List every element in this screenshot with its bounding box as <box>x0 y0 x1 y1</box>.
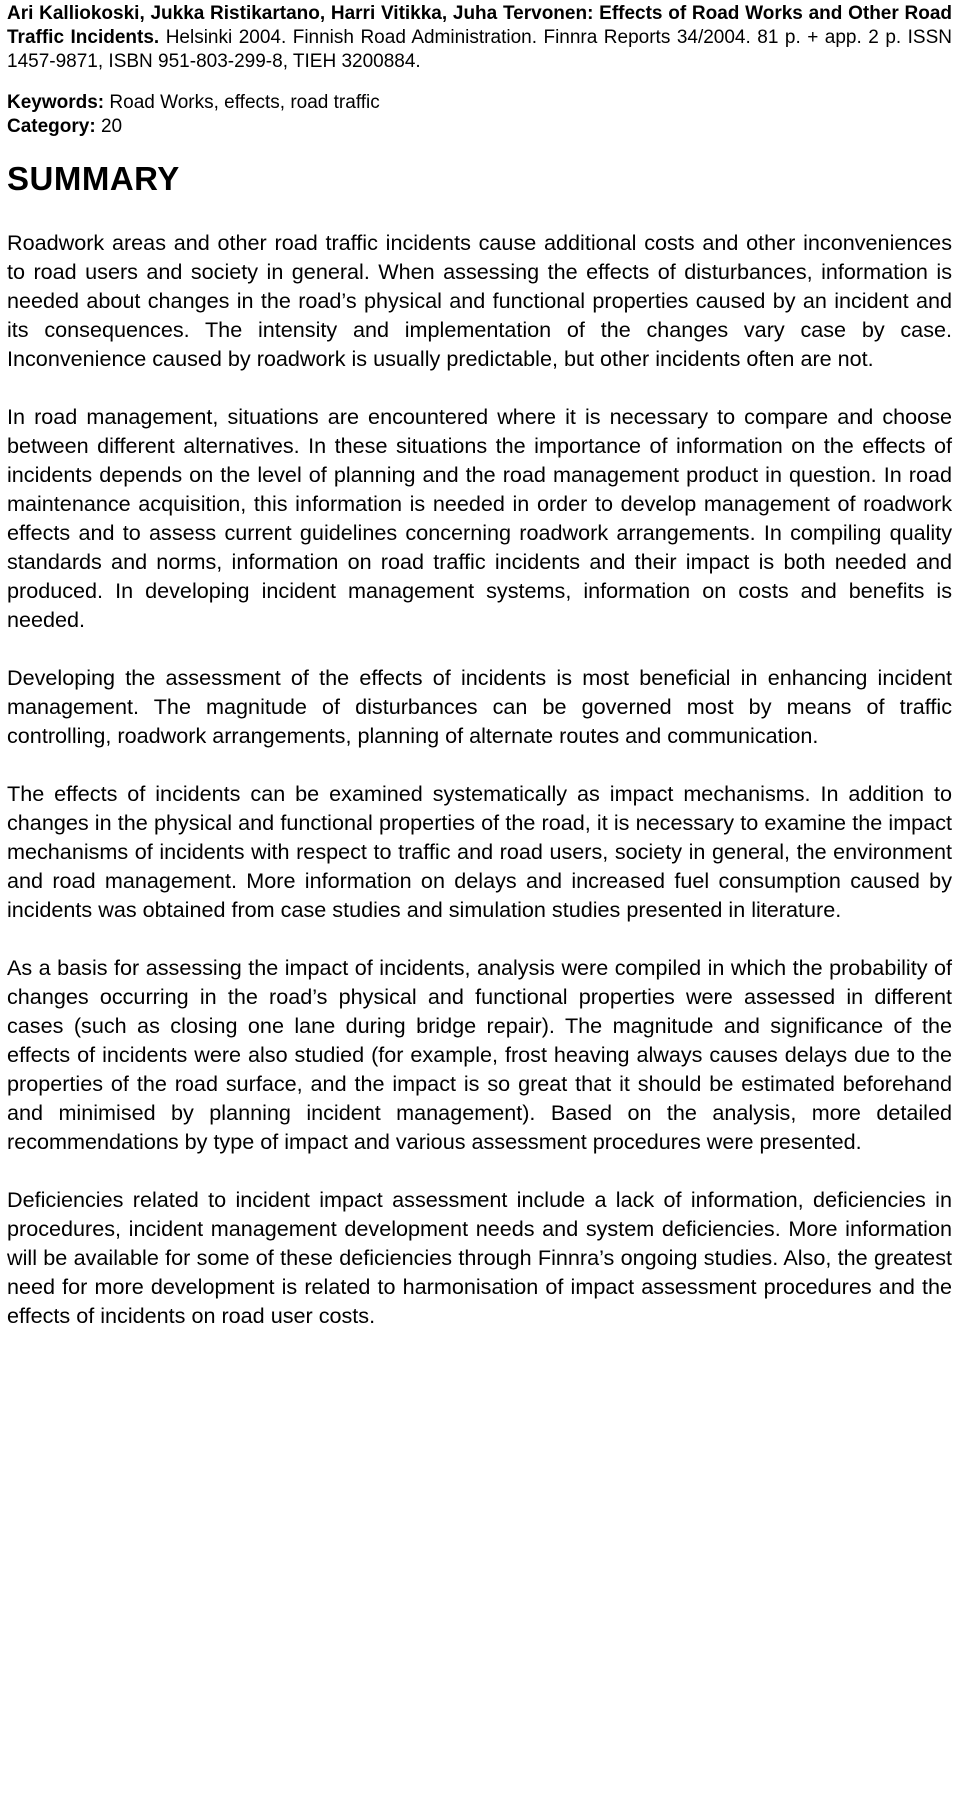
citation-publication: Helsinki 2004. Finnish Road Administration. Finnra Reports 34/2004. 81 p. + app. 2 p. ISSN 1457-9871, ISBN 951-803-299-8, TIEH 3200884. <box>7 27 952 72</box>
summary-paragraph: Deficiencies related to incident impact assessment include a lack of information, deficiencies in procedures, incident management development needs and system deficiencies. More information will be available for some of these deficiencies through Finnra’s ongoing studies. Also, the greatest need for more development is related to harmonisation of impact assessment procedures and the effects of incidents on road user costs. <box>7 1187 952 1328</box>
summary-body <box>7 228 952 1330</box>
category-line <box>7 115 952 139</box>
summary-paragraph: Roadwork areas and other road traffic incidents cause additional costs and other inconveniences to road users and society in general. When assessing the effects of disturbances, information is needed about changes in the road’s physical and functional properties caused by an incident and its consequences. The intensity and implementation of the changes vary case by case. Inconvenience caused by roadwork is usually predictable, but other incidents often are not. <box>7 230 952 371</box>
summary-heading: SUMMARY <box>7 160 180 197</box>
summary-paragraph: As a basis for assessing the impact of incidents, analysis were compiled in which the probability of changes occurring in the road’s physical and functional properties were assessed in different cases (such as closing one lane during bridge repair). The magnitude and significance of the effects of incidents were also studied (for example, frost heaving always causes delays due to the properties of the road surface, and the impact is so great that it should be estimated beforehand and minimised by planning incident management). Based on the analysis, more detailed recommendations by type of impact and various assessment procedures were presented. <box>7 955 952 1154</box>
summary-paragraph: In road management, situations are encountered where it is necessary to compare and choose between different alternatives. In these situations the importance of information on the effects of incidents depends on the level of planning and the road management product in question. In road maintenance acquisition, this information is needed in order to develop management of roadwork effects and to assess current guidelines concerning roadwork arrangements. In compiling quality standards and norms, information on road traffic incidents and their impact is both needed and produced. In developing incident management systems, information on costs and benefits is needed. <box>7 404 952 632</box>
summary-paragraph: The effects of incidents can be examined systematically as impact mechanisms. In addition to changes in the physical and functional properties of the road, it is necessary to examine the impact mechanisms of incidents with respect to traffic and road users, society in general, the environment and road management. More information on delays and increased fuel consumption caused by incidents was obtained from case studies and simulation studies presented in literature. <box>7 781 952 922</box>
citation <box>7 2 952 74</box>
category-value: 20 <box>100 116 123 137</box>
keywords-label: Keywords: <box>7 92 105 113</box>
citation-title: Effects of Road Works and Other Road Traffic Incidents. <box>7 3 952 48</box>
category-label: Category: <box>7 116 96 137</box>
keywords-value: Road Works, effects, road traffic <box>109 92 380 113</box>
keywords-line <box>7 91 952 115</box>
summary-paragraph: Developing the assessment of the effects of incidents is most beneficial in enhancing incident management. The magnitude of disturbances can be governed most by means of traffic controlling, roadwork arrangements, planning of alternate routes and communication. <box>7 665 952 748</box>
citation-authors: Ari Kalliokoski, Jukka Ristikartano, Harri Vitikka, Juha Tervonen: <box>7 3 594 24</box>
